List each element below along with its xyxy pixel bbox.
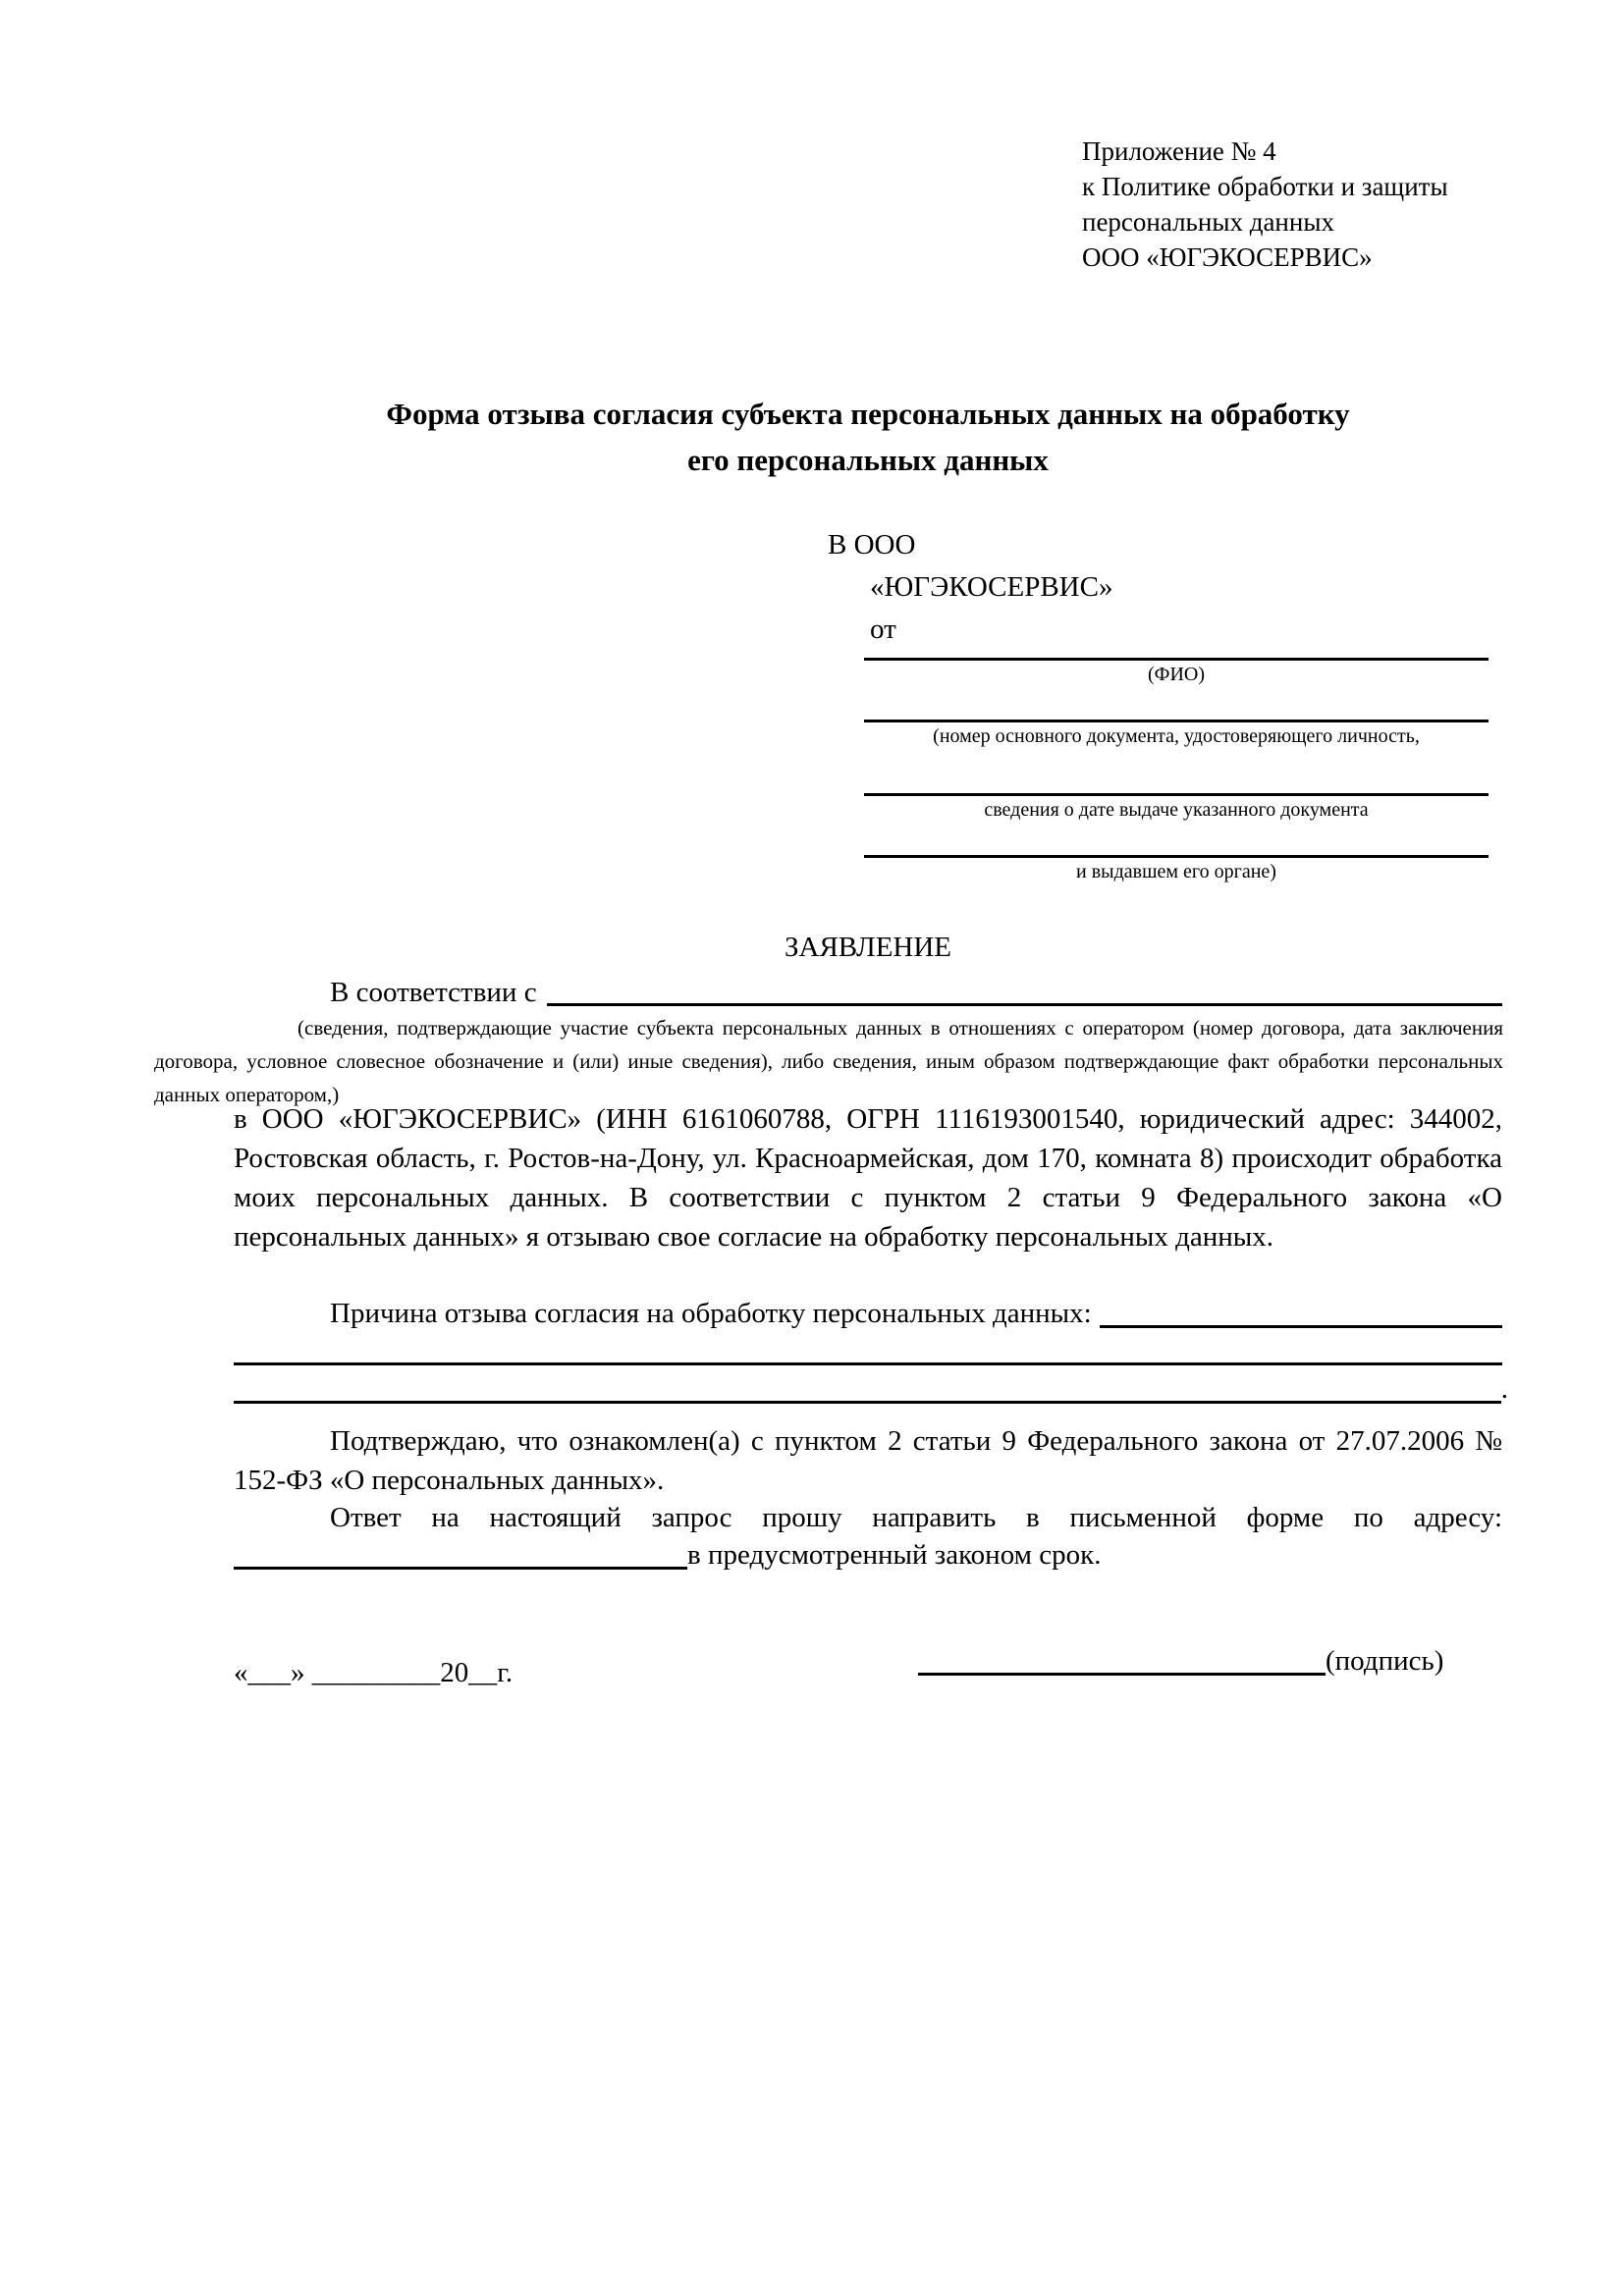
addressee-block — [828, 524, 1112, 651]
date-blank-line: «___» _________20__г. — [234, 1657, 514, 1688]
fio-blank-field — [864, 658, 1489, 687]
reply-request-line: Ответ на настоящий запрос прошу направить в письменной форме по адресу: — [330, 1502, 1502, 1533]
issue-date-blank-field — [864, 793, 1489, 823]
reply-address-blank-line — [234, 1567, 687, 1570]
form-title — [234, 391, 1502, 483]
signature-row — [918, 1641, 1443, 1681]
annex-line: Приложение № 4 — [1082, 136, 1276, 166]
issuing-authority-blank-field — [864, 855, 1489, 884]
statement-heading: ЗАЯВЛЕНИЕ — [784, 932, 952, 963]
according-prefix: В соответствии с — [330, 977, 537, 1008]
signature-caption: (подпись) — [1326, 1645, 1444, 1677]
addressee-org-name: «ЮГЭКОСЕРВИС» — [870, 571, 1113, 603]
signature-blank-line — [918, 1673, 1326, 1676]
confirmation-paragraph: Подтверждаю, что ознакомлен(а) с пунктом 2 статьи 9 Федерального закона от 27.07.2006 № 152-ФЗ «О персональных данных». — [234, 1425, 1502, 1496]
annex-line: персональных данных — [1082, 207, 1334, 237]
form-title-line-2: его персональных данных — [687, 443, 1049, 477]
annex-line: ООО «ЮГЭКОСЕРВИС» — [1082, 242, 1373, 272]
reason-label: Причина отзыва согласия на обработку персональных данных: — [330, 1298, 1092, 1329]
reason-blank-row-2-line — [234, 1401, 1501, 1404]
annex-line: к Политике обработки и защиты — [1082, 172, 1448, 201]
document-number-caption: (номер основного документа, удостоверяющего личность, — [933, 725, 1420, 747]
according-blank-line — [547, 1003, 1502, 1006]
reply-address-line — [234, 1535, 1502, 1575]
reply-tail: в предусмотренный законом срок. — [687, 1539, 1102, 1571]
form-title-line-1: Форма отзыва согласия субъекта персональных данных на обработку — [386, 397, 1350, 431]
reason-blank-row-2 — [234, 1366, 1508, 1404]
reason-blank-row-1 — [234, 1325, 1502, 1365]
addressee-to-prefix: В ООО — [828, 529, 916, 561]
footnote-text: (сведения, подтверждающие участие субъекта персональных данных в отношениях с оператором (номер договора, дата заключения договора, условное словесное обозначение и (или) иные сведения), либо сведения, иным образом подтверждающие факт обработки персональных данных оператором,) — [154, 1016, 1503, 1106]
statement-body: в ООО «ЮГЭКОСЕРВИС» (ИНН 6161060788, ОГРН 1116193001540, юридический адрес: 344002, Ростовская область, г. Ростов-на-Дону, ул. Красноармейская, дом 170, комната 8) происходит обработка моих персональных данных. В соответствии с пунктом 2 статьи 9 Федерального закона «О персональных данных» я отзываю свое согласие на обработку персональных данных. — [234, 1103, 1502, 1253]
fio-caption: (ФИО) — [1147, 664, 1205, 685]
issue-date-caption: сведения о дате выдаче указанного документа — [984, 799, 1369, 821]
trailing-period: . — [1500, 1373, 1508, 1405]
issuing-authority-caption: и выдавшем его органе) — [1076, 861, 1276, 882]
annex-reference — [1082, 133, 1448, 275]
document-number-blank-field — [864, 720, 1489, 749]
addressee-from-label: от — [870, 614, 896, 645]
according-line — [234, 974, 1502, 1011]
